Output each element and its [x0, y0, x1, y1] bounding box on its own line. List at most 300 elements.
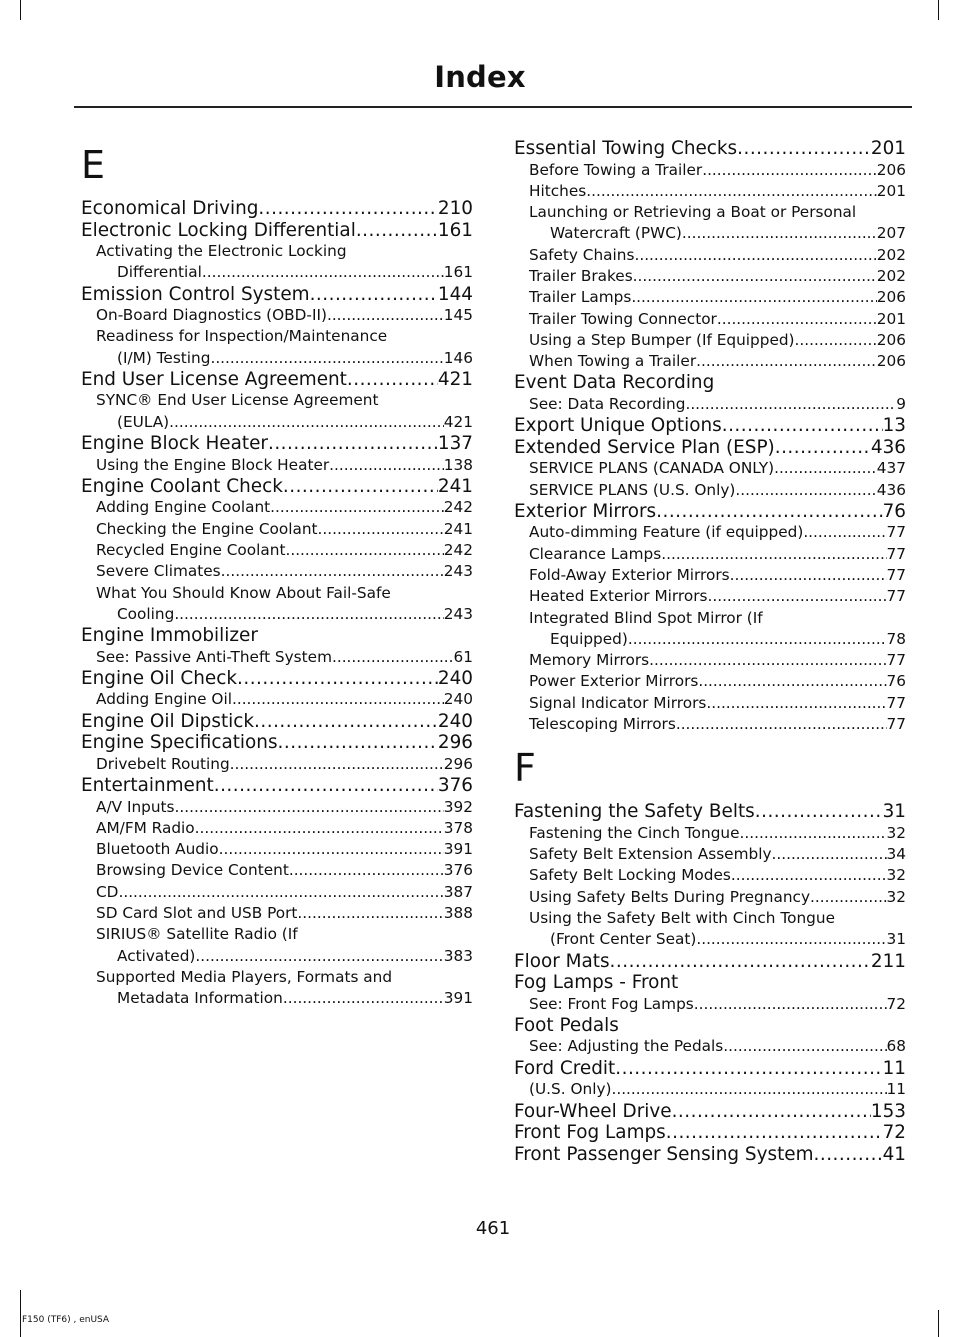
index-subentry-line: Using the Safety Belt with Cinch Tongue	[529, 909, 835, 928]
dot-leader	[696, 351, 877, 372]
entry-page-number: 240	[437, 710, 473, 732]
entry-label: Clearance Lamps	[529, 544, 662, 563]
index-subentry[interactable]	[514, 887, 906, 908]
entry-page-number: 296	[437, 732, 473, 754]
header-rule	[74, 106, 912, 108]
index-subentry[interactable]	[81, 860, 473, 881]
index-subentry[interactable]	[81, 305, 473, 326]
entry-label: See: Data Recording	[529, 394, 686, 413]
entry-page-number: 72	[882, 1122, 906, 1143]
entry-page-number: 421	[443, 412, 473, 431]
index-subentry[interactable]	[514, 629, 906, 650]
entry-page-number: 202	[876, 266, 906, 285]
index-entry[interactable]	[514, 437, 906, 459]
entry-page-number: 13	[882, 415, 906, 437]
dot-leader	[285, 540, 443, 561]
index-entry[interactable]	[81, 369, 473, 391]
index-entry[interactable]	[514, 951, 906, 973]
entry-page-number: 201	[876, 181, 906, 200]
entry-page-number: 77	[886, 565, 906, 584]
index-entry[interactable]	[514, 1101, 906, 1123]
entry-label: Using Safety Belts During Pregnancy	[529, 887, 810, 906]
index-subentry[interactable]	[81, 647, 473, 668]
entry-label: Extended Service Plan (ESP)	[514, 436, 775, 458]
entry-page-number: 436	[876, 480, 906, 499]
entry-label: Safety Belt Extension Assembly	[529, 845, 772, 864]
index-subentry[interactable]	[514, 714, 906, 735]
entry-page-number: 206	[876, 330, 906, 349]
index-column-right	[514, 138, 906, 1165]
dot-leader	[329, 455, 444, 476]
entry-label: Emission Control System	[81, 283, 310, 305]
entry-label: Ford Credit	[514, 1057, 616, 1079]
dot-leader	[634, 245, 876, 266]
index-subentry[interactable]	[81, 988, 473, 1009]
index-subentry[interactable]	[81, 519, 473, 540]
entry-page-number: 9	[896, 394, 906, 413]
index-entry[interactable]	[514, 1122, 906, 1144]
entry-label: Heated Exterior Mirrors	[529, 587, 708, 606]
entry-page-number: 32	[886, 866, 906, 885]
index-entry[interactable]	[514, 138, 906, 160]
dot-leader	[278, 732, 438, 754]
index-entry-heading[interactable]: Event Data Recording	[514, 372, 715, 394]
index-subentry[interactable]	[514, 181, 906, 202]
dot-leader	[221, 561, 444, 582]
entry-label: Metadata Information	[117, 989, 283, 1008]
entry-page-number: 32	[886, 887, 906, 906]
entry-label: See: Adjusting the Pedals	[529, 1037, 724, 1056]
dot-leader	[214, 775, 438, 797]
dot-leader	[219, 839, 444, 860]
entry-page-number: 34	[886, 845, 906, 864]
entry-page-number: 206	[876, 288, 906, 307]
entry-label: Front Fog Lamps	[514, 1122, 666, 1143]
dot-leader	[722, 415, 883, 437]
entry-page-number: 77	[886, 587, 906, 606]
entry-page-number: 206	[876, 352, 906, 371]
crop-mark-top-left	[20, 0, 21, 20]
entry-page-number: 72	[886, 994, 906, 1013]
entry-label: Fastening the Cinch Tongue	[529, 823, 740, 842]
dot-leader	[615, 1058, 882, 1080]
dot-leader	[631, 287, 876, 308]
entry-label: Engine Coolant Check	[81, 475, 283, 497]
index-subentry-line: Activating the Electronic Locking	[96, 242, 347, 260]
entry-page-number: 388	[443, 904, 473, 923]
index-subentry-line: Supported Media Players, Formats and	[96, 967, 393, 986]
index-entry[interactable]	[81, 284, 473, 306]
index-subentry[interactable]	[514, 994, 906, 1015]
index-entry-heading[interactable]: Fog Lamps - Front	[514, 972, 679, 994]
entry-label: Entertainment	[81, 775, 214, 797]
index-subentry[interactable]	[81, 946, 473, 967]
dot-leader	[735, 480, 876, 501]
entry-label: Four-Wheel Drive	[514, 1100, 672, 1122]
index-entry-heading[interactable]: Engine Immobilizer	[81, 625, 258, 647]
entry-page-number: 138	[443, 455, 473, 474]
entry-page-number: 78	[886, 629, 906, 648]
entry-label: Engine Oil Check	[81, 667, 237, 689]
dot-leader	[810, 887, 887, 908]
index-subentry[interactable]	[514, 565, 906, 586]
index-subentry[interactable]	[514, 160, 906, 181]
entry-page-number: 31	[886, 930, 906, 949]
entry-page-number: 77	[886, 715, 906, 734]
dot-leader	[772, 844, 887, 865]
entry-page-number: 242	[443, 498, 473, 517]
dot-leader	[694, 994, 887, 1015]
entry-label: AM/FM Radio	[96, 818, 195, 837]
index-subentry[interactable]	[514, 266, 906, 287]
crop-mark-top-right	[938, 0, 939, 20]
entry-label: Engine Oil Dipstick	[81, 710, 255, 732]
index-entry[interactable]	[81, 198, 473, 220]
index-subentry[interactable]	[81, 412, 473, 433]
index-entry[interactable]	[81, 775, 473, 797]
index-subentry[interactable]	[514, 544, 906, 565]
entry-page-number: 61	[453, 647, 473, 666]
index-column-left	[81, 138, 473, 1010]
index-subentry[interactable]	[514, 522, 906, 543]
entry-label: Fastening the Safety Belts	[514, 801, 755, 823]
dot-leader	[268, 433, 438, 455]
entry-page-number: 144	[437, 283, 473, 305]
dot-leader	[254, 711, 438, 733]
entry-label: Adding Engine Coolant	[96, 498, 271, 517]
entry-page-number: 387	[443, 882, 473, 901]
entry-label: Trailer Lamps	[529, 288, 632, 307]
index-subentry[interactable]	[81, 348, 473, 369]
index-entry[interactable]	[514, 801, 906, 823]
entry-page-number: 436	[870, 436, 906, 458]
entry-label: Electronic Locking Differential	[81, 219, 356, 241]
index-subentry[interactable]	[81, 455, 473, 476]
dot-leader	[237, 668, 438, 690]
index-entry[interactable]	[514, 415, 906, 437]
dot-leader	[195, 946, 443, 967]
dot-leader	[258, 198, 437, 220]
entry-page-number: 391	[443, 989, 473, 1008]
index-entry[interactable]	[81, 732, 473, 754]
index-entry[interactable]	[514, 1058, 906, 1080]
entry-page-number: 77	[886, 693, 906, 712]
entry-page-number: 145	[443, 306, 473, 325]
index-subentry[interactable]	[81, 262, 473, 283]
page-title: Index	[434, 60, 526, 94]
dot-leader	[803, 522, 886, 543]
dot-leader	[696, 929, 886, 950]
index-entry[interactable]	[81, 433, 473, 455]
index-subentry[interactable]	[81, 540, 473, 561]
entry-page-number: 376	[443, 861, 473, 880]
entry-page-number: 207	[876, 224, 906, 243]
entry-label: Auto-dimming Feature (if equipped)	[529, 523, 804, 542]
index-entry[interactable]	[81, 668, 473, 690]
dot-leader	[628, 629, 887, 650]
index-subentry[interactable]	[81, 797, 473, 818]
entry-label: SERVICE PLANS (U.S. Only)	[529, 480, 736, 499]
dot-leader	[611, 1079, 886, 1100]
index-subentry[interactable]	[514, 480, 906, 501]
entry-label: Trailer Brakes	[529, 266, 633, 285]
entry-page-number: 376	[437, 775, 473, 797]
dot-leader	[283, 988, 444, 1009]
dot-leader	[795, 330, 877, 351]
index-subentry[interactable]	[514, 223, 906, 244]
entry-page-number: 241	[437, 475, 473, 497]
index-subentry[interactable]	[514, 844, 906, 865]
index-entry[interactable]	[514, 501, 906, 523]
dot-leader	[740, 823, 887, 844]
entry-page-number: 77	[886, 544, 906, 563]
dot-leader	[318, 519, 444, 540]
entry-page-number: 241	[443, 519, 473, 538]
index-subentry[interactable]	[81, 839, 473, 860]
dot-leader	[755, 801, 883, 823]
dot-leader	[656, 501, 882, 523]
entry-page-number: 41	[882, 1143, 906, 1165]
index-subentry[interactable]	[81, 818, 473, 839]
dot-leader	[698, 671, 886, 692]
entry-label: (Front Center Seat)	[550, 930, 697, 949]
dot-leader	[685, 394, 896, 415]
entry-page-number: 11	[886, 1080, 906, 1099]
entry-label: Power Exterior Mirrors	[529, 672, 699, 691]
entry-label: A/V Inputs	[96, 797, 175, 816]
dot-leader	[232, 689, 444, 710]
section-letter: E	[81, 143, 106, 187]
dot-leader	[707, 586, 886, 607]
entry-label: SERVICE PLANS (CANADA ONLY)	[529, 459, 775, 478]
entry-label: Bluetooth Audio	[96, 840, 219, 859]
entry-label: Checking the Engine Coolant	[96, 519, 318, 538]
entry-label: Using the Engine Block Heater	[96, 455, 330, 474]
dot-leader	[174, 604, 443, 625]
entry-page-number: 243	[443, 562, 473, 581]
entry-page-number: 201	[870, 138, 906, 159]
entry-label: Differential	[117, 263, 202, 282]
entry-label: End User License Agreement	[81, 368, 347, 390]
entry-label: Severe Climates	[96, 562, 221, 581]
entry-label: Equipped)	[550, 629, 628, 648]
entry-page-number: 392	[443, 797, 473, 816]
entry-page-number: 31	[882, 801, 906, 823]
entry-page-number: 201	[876, 309, 906, 328]
index-subentry[interactable]	[514, 394, 906, 415]
dot-leader	[730, 565, 887, 586]
entry-page-number: 68	[886, 1037, 906, 1056]
entry-label: Economical Driving	[81, 198, 259, 219]
entry-label: Exterior Mirrors	[514, 500, 657, 522]
entry-label: See: Passive Anti-Theft System	[96, 647, 332, 666]
entry-page-number: 202	[876, 245, 906, 264]
entry-page-number: 240	[437, 667, 473, 689]
dot-leader	[283, 476, 438, 498]
index-subentry-line: Readiness for Inspection/Maintenance	[96, 327, 388, 346]
dot-leader	[633, 266, 877, 287]
entry-page-number: 76	[882, 500, 906, 522]
dot-leader	[774, 458, 877, 479]
index-subentry[interactable]	[514, 309, 906, 330]
index-subentry[interactable]	[514, 1036, 906, 1057]
entry-label: Engine Block Heater	[81, 433, 268, 455]
index-subentry[interactable]	[81, 497, 473, 518]
entry-page-number: 391	[443, 840, 473, 859]
entry-label: (EULA)	[117, 412, 170, 431]
index-subentry-line: Launching or Retrieving a Boat or Personal	[529, 203, 857, 222]
index-subentry[interactable]	[514, 330, 906, 351]
entry-page-number: 161	[443, 263, 473, 282]
index-subentry[interactable]	[81, 561, 473, 582]
entry-page-number: 378	[443, 818, 473, 837]
index-subentry[interactable]	[81, 903, 473, 924]
entry-page-number: 137	[437, 433, 473, 455]
entry-label: Drivebelt Routing	[96, 754, 230, 773]
dot-leader	[210, 348, 443, 369]
index-entry-heading[interactable]: Foot Pedals	[514, 1014, 619, 1036]
entry-page-number: 161	[437, 219, 473, 241]
dot-leader	[717, 309, 877, 330]
index-subentry[interactable]	[81, 882, 473, 903]
index-subentry-line: Integrated Blind Spot Mirror (If	[529, 608, 763, 627]
entry-label: Activated)	[117, 946, 196, 965]
index-entry[interactable]	[81, 711, 473, 733]
index-subentry[interactable]	[514, 929, 906, 950]
entry-page-number: 242	[443, 540, 473, 559]
dot-leader	[666, 1122, 883, 1144]
dot-leader	[737, 138, 871, 160]
dot-leader	[270, 497, 444, 518]
entry-label: Adding Engine Oil	[96, 690, 232, 709]
index-subentry[interactable]	[514, 693, 906, 714]
dot-leader	[672, 1101, 871, 1123]
entry-label: Trailer Towing Connector	[529, 309, 717, 328]
index-subentry[interactable]	[514, 287, 906, 308]
dot-leader	[731, 865, 887, 886]
dot-leader	[610, 951, 871, 973]
crop-mark-bottom-right	[938, 1310, 939, 1337]
index-subentry[interactable]	[514, 650, 906, 671]
entry-label: Telescoping Mirrors	[529, 715, 676, 734]
entry-label: See: Front Fog Lamps	[529, 994, 694, 1013]
index-subentry[interactable]	[514, 823, 906, 844]
dot-leader	[202, 262, 444, 283]
dot-leader	[706, 693, 886, 714]
dot-leader	[682, 223, 877, 244]
entry-label: Safety Chains	[529, 245, 635, 264]
index-subentry[interactable]	[514, 351, 906, 372]
entry-page-number: 296	[443, 754, 473, 773]
dot-leader	[356, 220, 438, 242]
dot-leader	[649, 650, 886, 671]
index-subentry[interactable]	[81, 604, 473, 625]
index-subentry[interactable]	[514, 245, 906, 266]
dot-leader	[169, 412, 444, 433]
entry-label: When Towing a Trailer	[529, 352, 697, 371]
dot-leader	[327, 305, 444, 326]
index-subentry[interactable]	[514, 1079, 906, 1100]
entry-label: Export Unique Options	[514, 415, 722, 437]
entry-label: Engine Specifications	[81, 732, 278, 754]
entry-page-number: 437	[876, 459, 906, 478]
entry-label: On-Board Diagnostics (OBD-II)	[96, 306, 327, 325]
entry-page-number: 383	[443, 946, 473, 965]
index-subentry[interactable]	[514, 865, 906, 886]
dot-leader	[676, 714, 887, 735]
entry-page-number: 76	[886, 672, 906, 691]
index-subentry[interactable]	[81, 689, 473, 710]
dot-leader	[586, 181, 877, 202]
entry-page-number: 77	[886, 651, 906, 670]
entry-label: (I/M) Testing	[117, 348, 211, 367]
entry-label: Watercraft (PWC)	[550, 224, 682, 243]
entry-label: Essential Towing Checks	[514, 138, 738, 159]
index-subentry-line: SYNC® End User License Agreement	[96, 391, 379, 410]
entry-label: CD	[96, 882, 119, 901]
dot-leader	[775, 437, 871, 459]
dot-leader	[723, 1036, 886, 1057]
dot-leader	[297, 903, 443, 924]
section-letter: F	[514, 746, 536, 791]
entry-page-number: 243	[443, 604, 473, 623]
dot-leader	[347, 369, 438, 391]
entry-label: SD Card Slot and USB Port	[96, 904, 298, 923]
dot-leader	[661, 544, 886, 565]
dot-leader	[175, 797, 444, 818]
entry-label: Before Towing a Trailer	[529, 160, 703, 179]
index-subentry-line: SIRIUS® Satellite Radio (If	[96, 925, 298, 944]
entry-label: Signal Indicator Mirrors	[529, 693, 707, 712]
entry-label: Browsing Device Content	[96, 861, 289, 880]
entry-page-number: 211	[870, 950, 906, 972]
index-entry[interactable]	[514, 1144, 906, 1166]
entry-page-number: 240	[443, 690, 473, 709]
dot-leader	[814, 1144, 883, 1166]
index-subentry[interactable]	[514, 671, 906, 692]
entry-label: Using a Step Bumper (If Equipped)	[529, 330, 795, 349]
dot-leader	[118, 882, 443, 903]
entry-page-number: 32	[886, 823, 906, 842]
entry-page-number: 210	[437, 198, 473, 219]
index-entry[interactable]	[81, 476, 473, 498]
entry-page-number: 146	[443, 348, 473, 367]
document-code: F150 (TF6) , enUSA	[22, 1315, 110, 1325]
entry-page-number: 11	[882, 1057, 906, 1079]
dot-leader	[195, 818, 444, 839]
entry-label: Cooling	[117, 604, 175, 623]
entry-label: Floor Mats	[514, 950, 610, 972]
entry-page-number: 206	[876, 160, 906, 179]
index-subentry[interactable]	[514, 586, 906, 607]
dot-leader	[702, 160, 877, 181]
index-subentry[interactable]	[514, 458, 906, 479]
entry-label: Safety Belt Locking Modes	[529, 866, 731, 885]
entry-page-number: 77	[886, 523, 906, 542]
dot-leader	[230, 754, 444, 775]
entry-page-number: 153	[870, 1100, 906, 1122]
index-subentry[interactable]	[81, 754, 473, 775]
entry-label: Fold-Away Exterior Mirrors	[529, 565, 730, 584]
entry-page-number: 421	[437, 368, 473, 390]
index-entry[interactable]	[81, 220, 473, 242]
entry-label: (U.S. Only)	[529, 1080, 612, 1099]
entry-label: Hitches	[529, 181, 587, 200]
entry-label: Recycled Engine Coolant	[96, 540, 286, 559]
dot-leader	[289, 860, 444, 881]
index-subentry-line: What You Should Know About Fail-Safe	[96, 583, 391, 602]
page-number: 461	[475, 1218, 511, 1239]
